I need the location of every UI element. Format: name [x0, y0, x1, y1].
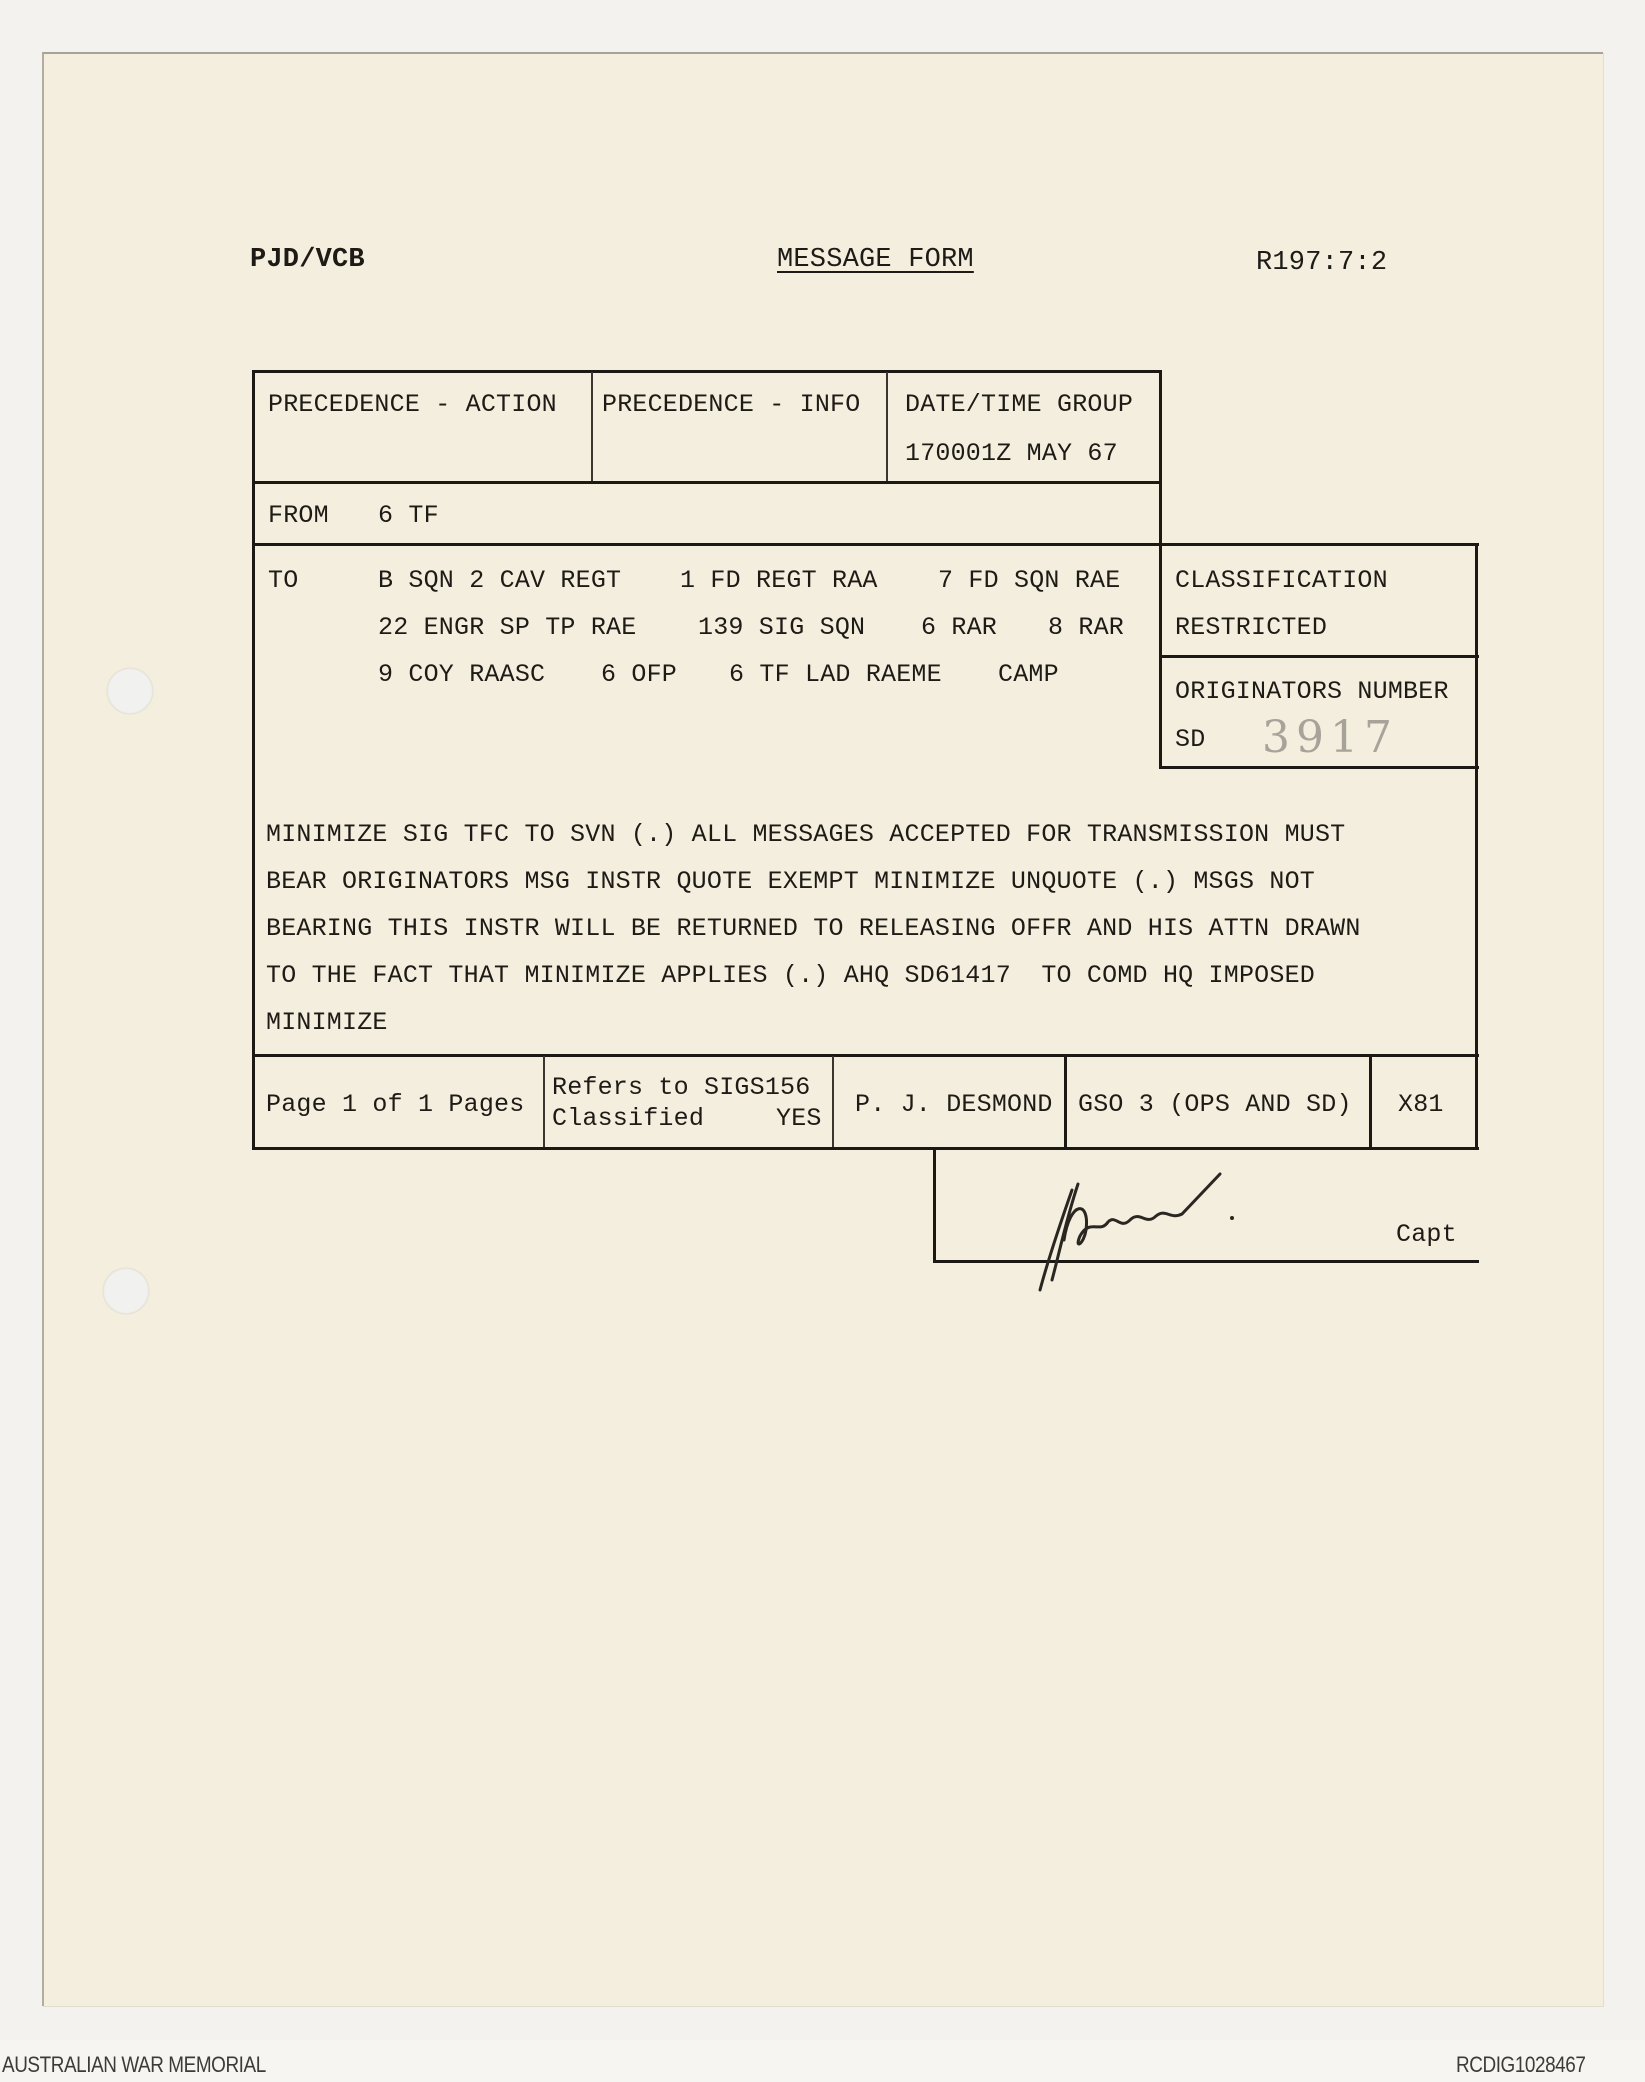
addressee: 9 COY RAASC	[378, 660, 546, 689]
addressee: 7 FD SQN RAE	[938, 566, 1121, 595]
file-reference: R197:7:2	[1256, 248, 1388, 278]
signature-rank: Capt	[1396, 1220, 1457, 1249]
addressee: 22 ENGR SP TP RAE	[378, 613, 637, 642]
addressee: 6 TF LAD RAEME	[729, 660, 942, 689]
addressee: 6 OFP	[601, 660, 678, 689]
body-line: MINIMIZE SIG TFC TO SVN (.) ALL MESSAGES ACCEPTED FOR TRANSMISSION MUST	[266, 820, 1346, 849]
addressee: CAMP	[998, 660, 1059, 689]
addressee: B SQN 2 CAV REGT	[378, 566, 622, 595]
addressee: 1 FD REGT RAA	[680, 566, 878, 595]
originators-number-prefix: SD	[1175, 725, 1206, 754]
originators-number-stamp: 3917	[1262, 712, 1398, 763]
originator-appointment: GSO 3 (OPS AND SD)	[1078, 1090, 1352, 1119]
refers-to: Refers to SIGS156	[552, 1073, 811, 1102]
reference-initials: PJD/VCB	[250, 245, 365, 275]
punch-hole	[103, 1268, 149, 1314]
addressee: 6 RAR	[921, 613, 998, 642]
classification-label: CLASSIFICATION	[1175, 566, 1388, 595]
institution-label: AUSTRALIAN WAR MEMORIAL	[2, 2052, 266, 2077]
body-line: BEARING THIS INSTR WILL BE RETURNED TO RELEASING OFFR AND HIS ATTN DRAWN	[266, 914, 1361, 943]
date-time-group-value: 170001Z MAY 67	[905, 439, 1118, 468]
classified-label: Classified	[552, 1104, 705, 1133]
originators-number-label: ORIGINATORS NUMBER	[1175, 677, 1449, 706]
from-label: FROM	[268, 501, 329, 530]
precedence-info-label: PRECEDENCE - INFO	[602, 390, 861, 419]
extension-number: X81	[1398, 1090, 1444, 1119]
addressee: 8 RAR	[1048, 613, 1125, 642]
punch-hole	[107, 668, 153, 714]
image-id-label: RCDIG1028467	[1456, 2052, 1586, 2077]
from-value: 6 TF	[378, 501, 439, 530]
page-info: Page 1 of 1 Pages	[266, 1090, 525, 1119]
body-line: TO THE FACT THAT MINIMIZE APPLIES (.) AHQ SD61417 TO COMD HQ IMPOSED	[266, 961, 1315, 990]
body-line: MINIMIZE	[266, 1008, 388, 1037]
precedence-action-label: PRECEDENCE - ACTION	[268, 390, 557, 419]
signature-mark	[1000, 1160, 1260, 1300]
originator-name: P. J. DESMOND	[855, 1090, 1053, 1119]
classified-value: YES	[776, 1104, 822, 1133]
to-label: TO	[268, 566, 299, 595]
classification-value: RESTRICTED	[1175, 613, 1328, 642]
page-title: MESSAGE FORM	[777, 245, 974, 275]
addressee: 139 SIG SQN	[698, 613, 866, 642]
body-line: BEAR ORIGINATORS MSG INSTR QUOTE EXEMPT MINIMIZE UNQUOTE (.) MSGS NOT	[266, 867, 1315, 896]
date-time-group-label: DATE/TIME GROUP	[905, 390, 1134, 419]
